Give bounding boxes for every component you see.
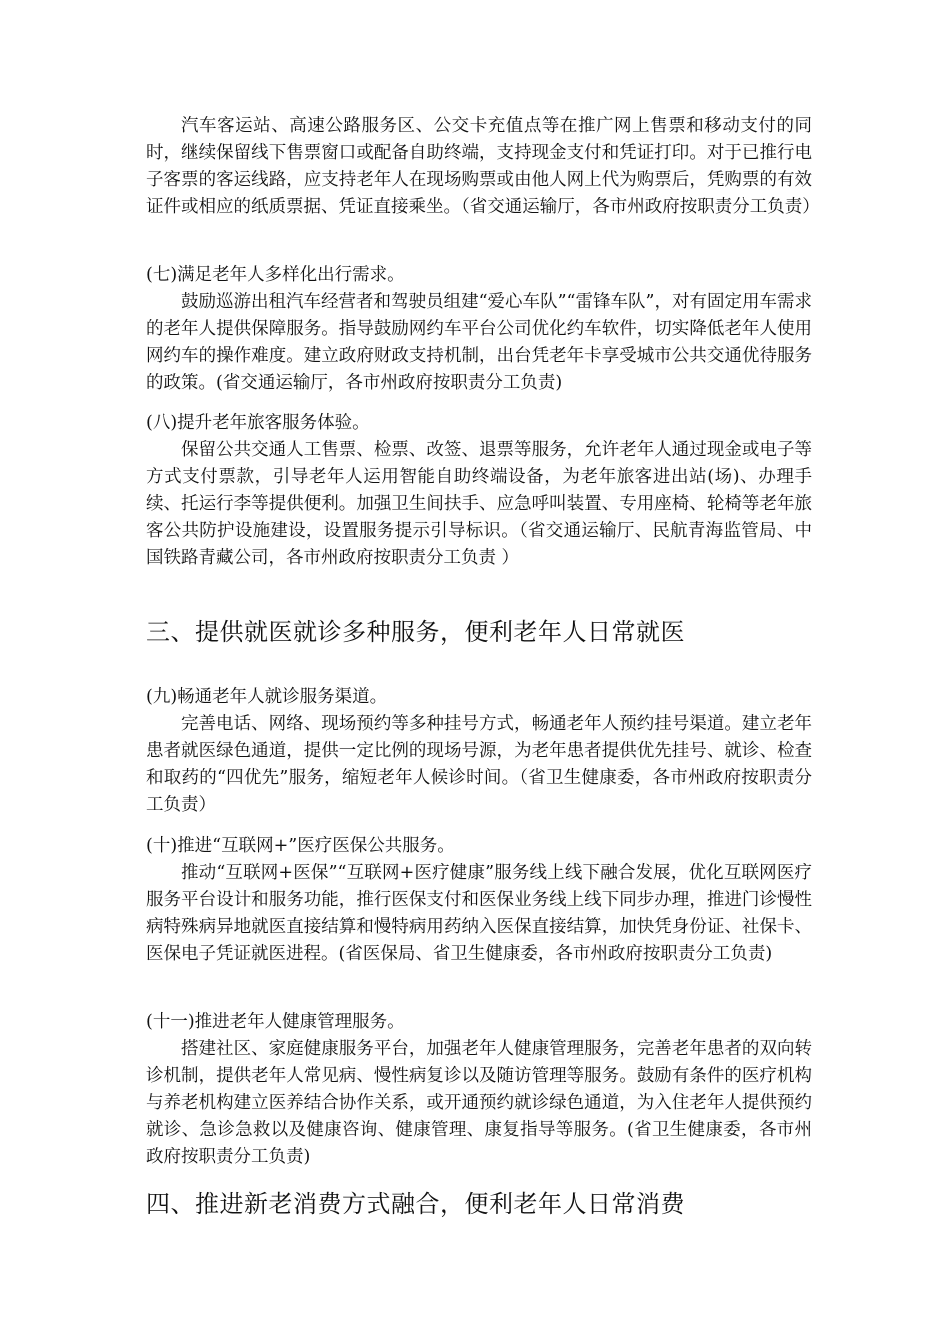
item-7-title: (七)满足老年人多样化出行需求。 [146,265,405,285]
item-9-section [146,684,812,819]
item-9-title: (九)畅通老年人就诊服务渠道。 [146,687,388,707]
item-8-paragraph: 保留公共交通人工售票、检票、改签、退票等服务，允许老年人通过现金或电子等方式支付票款，引导老年人运用智能自助终端设备，为老年旅客进出站(场)、办理手续、托运行李等提供便利。加强卫生间扶手、应急呼叫装置、专用座椅、轮椅等老年旅客公共防护设施建设，设置服务提示引导标识。（省交通运输厅、民航青海监管局、中国铁路青藏公司，各市州政府按职责分工负责 ） [146,440,812,568]
item-7-section [146,262,812,397]
section-3-heading: 三、提供就医就诊多种服务，便利老年人日常就医 [146,618,685,646]
item-11-title: (十一)推进老年人健康管理服务。 [146,1012,405,1032]
item-10-section [146,833,812,968]
item-7-paragraph: 鼓励巡游出租汽车经营者和驾驶员组建“爱心车队”“雷锋车队”，对有固定用车需求的老年人提供保障服务。指导鼓励网约车平台公司优化约车软件，切实降低老年人使用网约车的操作难度。建立政府财政支持机制，出台凭老年卡享受城市公共交通优待服务的政策。(省交通运输厅，各市州政府按职责分工负责) [146,292,812,393]
intro-paragraph: 汽车客运站、高速公路服务区、公交卡充值点等在推广网上售票和移动支付的同时，继续保留线下售票窗口或配备自助终端，支持现金支付和凭证打印。对于已推行电子客票的客运线路，应支持老年人在现场购票或由他人网上代为购票后，凭购票的有效证件或相应的纸质票据、凭证直接乘坐。（省交通运输厅，各市州政府按职责分工负责） [146,116,820,217]
item-11-section [146,1009,812,1171]
item-10-title: (十)推进“互联网+”医疗医保公共服务。 [146,836,455,856]
item-8-title: (八)提升老年旅客服务体验。 [146,413,370,433]
item-9-paragraph: 完善电话、网络、现场预约等多种挂号方式，畅通老年人预约挂号渠道。建立老年患者就医绿色通道，提供一定比例的现场号源，为老年患者提供优先挂号、就诊、检查和取药的“四优先”服务，缩短老年人候诊时间。（省卫生健康委，各市州政府按职责分工负责） [146,714,812,815]
item-8-section [146,410,812,572]
item-11-paragraph: 搭建社区、家庭健康服务平台，加强老年人健康管理服务，完善老年患者的双向转诊机制，提供老年人常见病、慢性病复诊以及随访管理等服务。鼓励有条件的医疗机构与养老机构建立医养结合协作关系，或开通预约就诊绿色通道，为入住老年人提供预约就诊、急诊急救以及健康咨询、健康管理、康复指导等服务。(省卫生健康委，各市州政府按职责分工负责) [146,1039,812,1167]
intro-section [146,113,820,221]
item-10-paragraph: 推动“互联网+医保”“互联网+医疗健康”服务线上线下融合发展，优化互联网医疗服务平台设计和服务功能，推行医保支付和医保业务线上线下同步办理，推进门诊慢性病特殊病异地就医直接结算和慢特病用药纳入医保直接结算，加快凭身份证、社保卡、医保电子凭证就医进程。(省医保局、省卫生健康委，各市州政府按职责分工负责) [146,863,812,964]
section-4-heading: 四、推进新老消费方式融合，便利老年人日常消费 [146,1190,685,1218]
